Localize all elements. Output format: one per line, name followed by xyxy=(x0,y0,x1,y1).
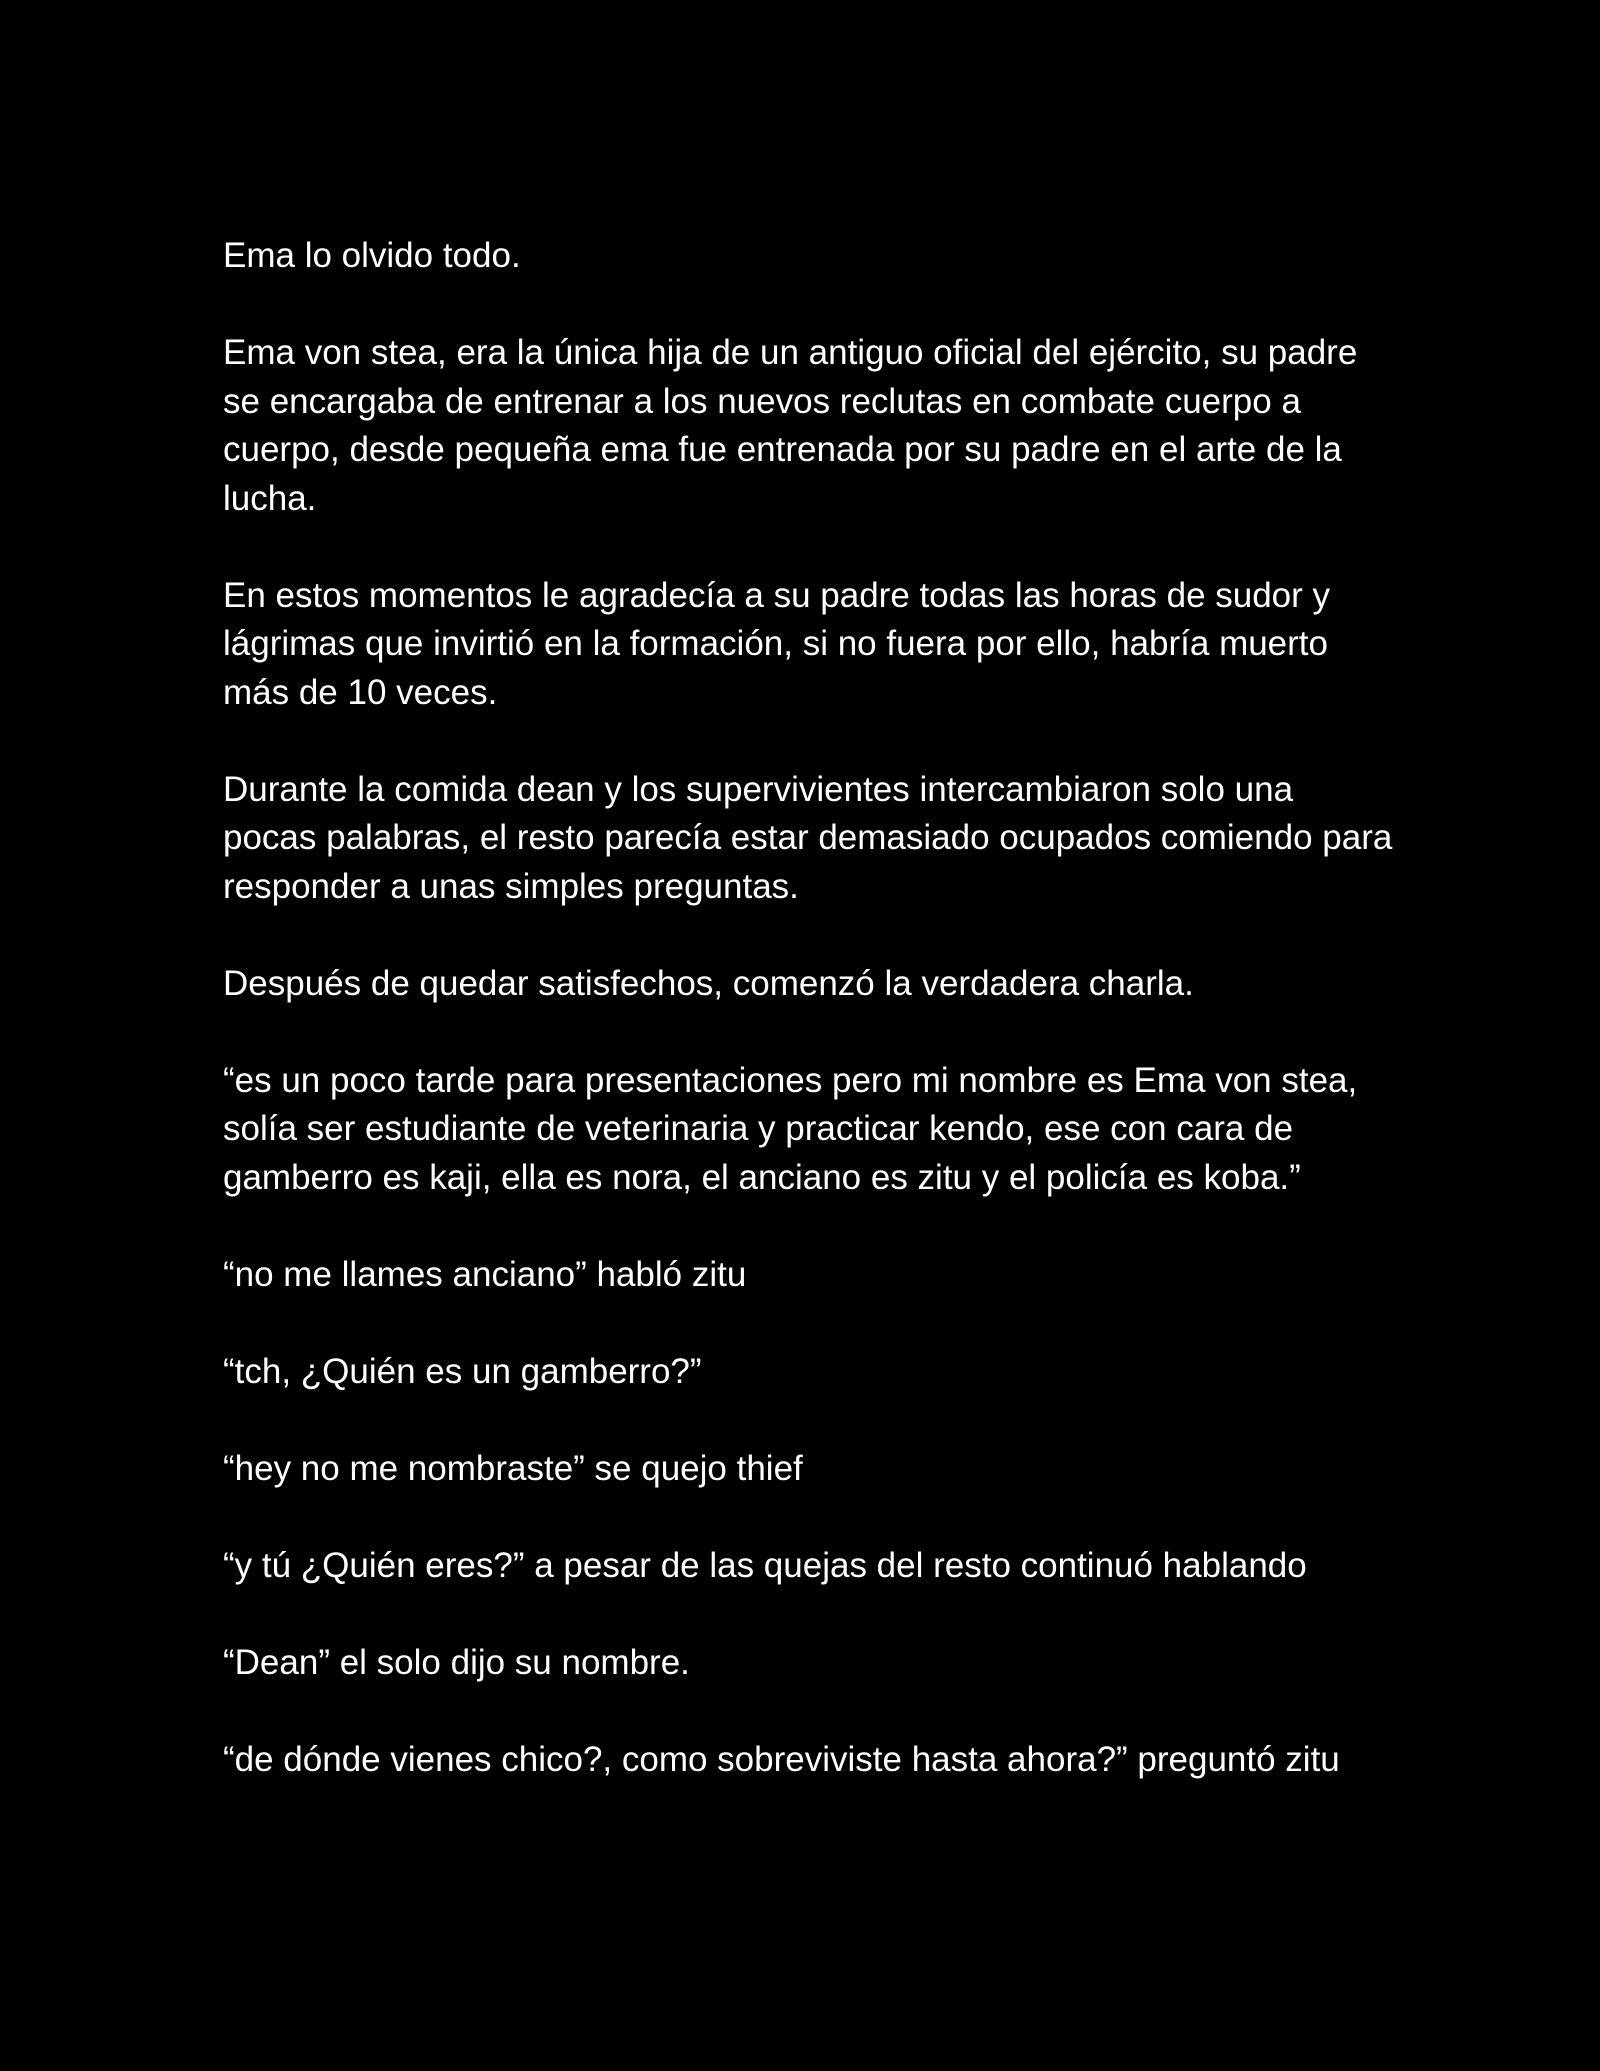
paragraph-2: Ema von stea, era la única hija de un antiguo oficial del ejército, su padre se encargaba de entrenar a los nuevos reclutas en combate cuerpo a cuerpo, desde pequeña ema fue entrenada por su padre en el arte de la lucha. xyxy=(223,333,1358,518)
paragraph-10: “y tú ¿Quién eres?” a pesar de las quejas del resto continuó hablando xyxy=(223,1545,1307,1585)
paragraph-8: “tch, ¿Quién es un gamberro?” xyxy=(223,1351,702,1391)
paragraph-12: “de dónde vienes chico?, como sobreviviste hasta ahora?” preguntó zitu xyxy=(223,1739,1340,1779)
paragraph-9: “hey no me nombraste” se quejo thief xyxy=(223,1448,803,1488)
story-text xyxy=(223,232,1393,1784)
paragraph-4: Durante la comida dean y los supervivientes intercambiaron solo una pocas palabras, el resto parecía estar demasiado ocupados comiendo para responder a unas simples preguntas. xyxy=(223,769,1393,906)
paragraph-6: “es un poco tarde para presentaciones pero mi nombre es Ema von stea, solía ser estudiante de veterinaria y practicar kendo, ese con cara de gamberro es kaji, ella es nora, el anciano es zitu y el policía es koba.” xyxy=(223,1060,1358,1197)
paragraph-11: “Dean” el solo dijo su nombre. xyxy=(223,1642,690,1682)
paragraph-3: En estos momentos le agradecía a su padre todas las horas de sudor y lágrimas que invirtió en la formación, si no fuera por ello, habría muerto más de 10 veces. xyxy=(223,575,1331,712)
paragraph-1: Ema lo olvido todo. xyxy=(223,236,521,275)
paragraph-7: “no me llames anciano” habló zitu xyxy=(223,1254,747,1294)
paragraph-5: Después de quedar satisfechos, comenzó la verdadera charla. xyxy=(223,963,1194,1003)
